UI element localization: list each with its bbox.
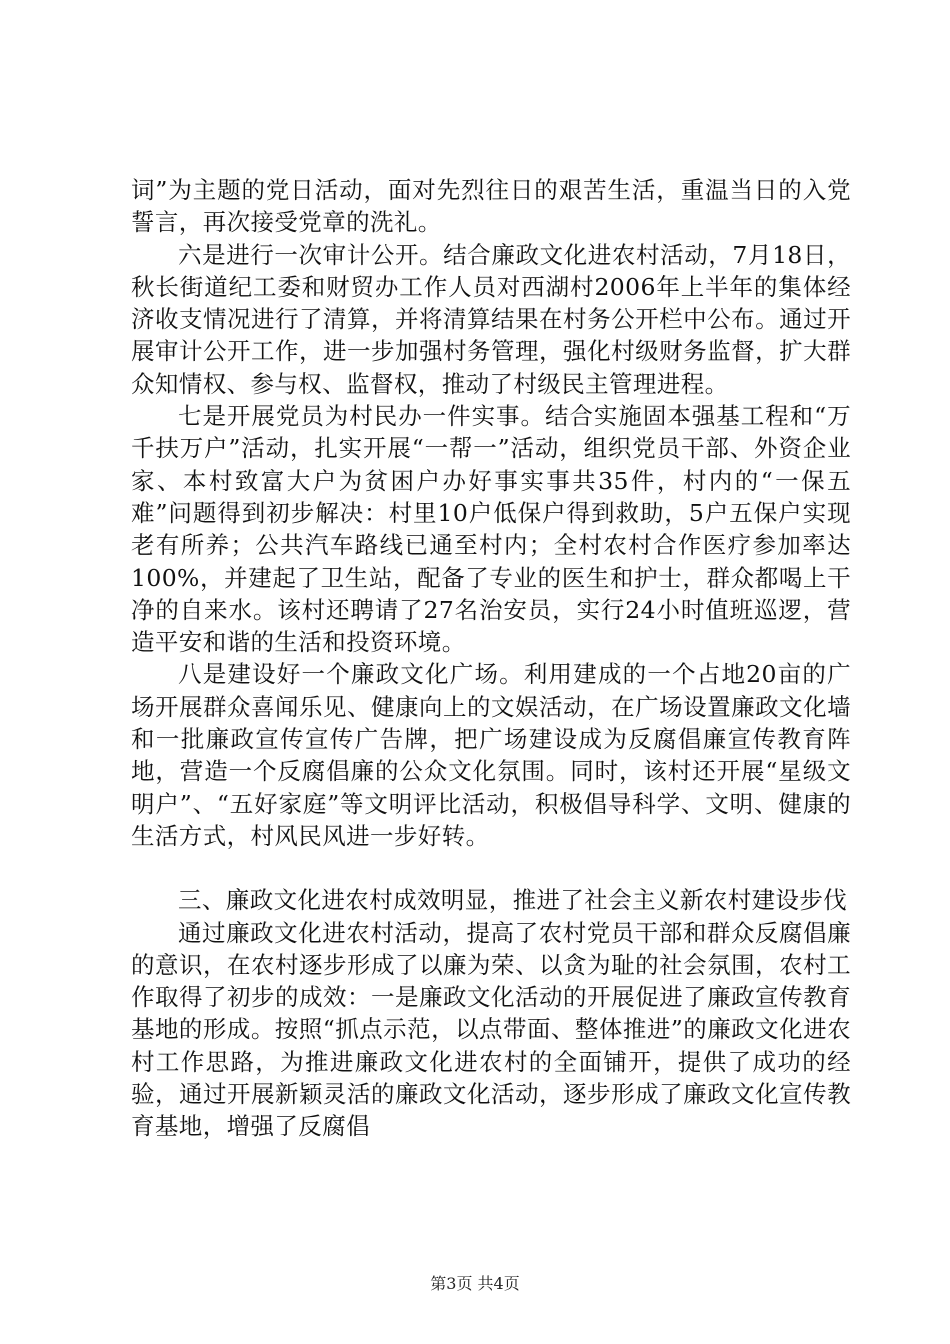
paragraph-continuation: 词”为主题的党日活动，面对先烈往日的艰苦生活，重温当日的入党誓言，再次接受党章的洗礼。 (131, 176, 851, 237)
paragraph-party-member-service: 七是开展党员为村民办一件实事。结合实施固本强基工程和“万千扶万户”活动，扎实开展“一帮一”活动，组织党员干部、外资企业家、本村致富大户为贫困户办好事实事共35件，村内的“一保五难”问题得到初步解决：村里10户低保户得到救助，5户五保户实现老有所养；公共汽车路线已通至村内；全村农村合作医疗参加率达100%，并建起了卫生站，配备了专业的医生和护士，群众都喝上干净的自来水。该村还聘请了27名治安员，实行24小时值班巡逻，营造平安和谐的生活和投资环境。 (131, 402, 851, 657)
page-number-footer: 第3页 共4页 (430, 1274, 520, 1293)
paragraph-spacer (131, 852, 851, 884)
paragraph-results: 通过廉政文化进农村活动，提高了农村党员干部和群众反腐倡廉的意识，在农村逐步形成了以廉为荣、以贪为耻的社会氛围，农村工作取得了初步的成效：一是廉政文化活动的开展促进了廉政宣传教育基地的形成。按照“抓点示范，以点带面、整体推进”的廉政文化进农村工作思路，为推进廉政文化进农村的全面铺开，提供了成功的经验，通过开展新颖灵活的廉政文化活动，逐步形成了廉政文化宣传教育基地，增强了反腐倡 (131, 918, 851, 1141)
section-heading: 三、廉政文化进农村成效明显，推进了社会主义新农村建设步伐 (178, 886, 848, 915)
paragraph-audit-disclosure: 六是进行一次审计公开。结合廉政文化进农村活动，7月18日，秋长街道纪工委和财贸办工作人员对西湖村2006年上半年的集体经济收支情况进行了清算，并将清算结果在村务公开栏中公布。通过开展审计公开工作，进一步加强村务管理，强化村级财务监督，扩大群众知情权、参与权、监督权，推动了村级民主管理进程。 (131, 240, 851, 398)
paragraph-culture-square: 八是建设好一个廉政文化广场。利用建成的一个占地20亩的广场开展群众喜闻乐见、健康向上的文娱活动，在广场设置廉政文化墙和一批廉政宣传宣传广告牌，把广场建设成为反腐倡廉宣传教育阵地，营造一个反腐倡廉的公众文化氛围。同时，该村还开展“星级文明户”、“五好家庭”等文明评比活动，积极倡导科学、文明、健康的生活方式，村风民风进一步好转。 (131, 660, 851, 850)
document-body (131, 174, 851, 1143)
